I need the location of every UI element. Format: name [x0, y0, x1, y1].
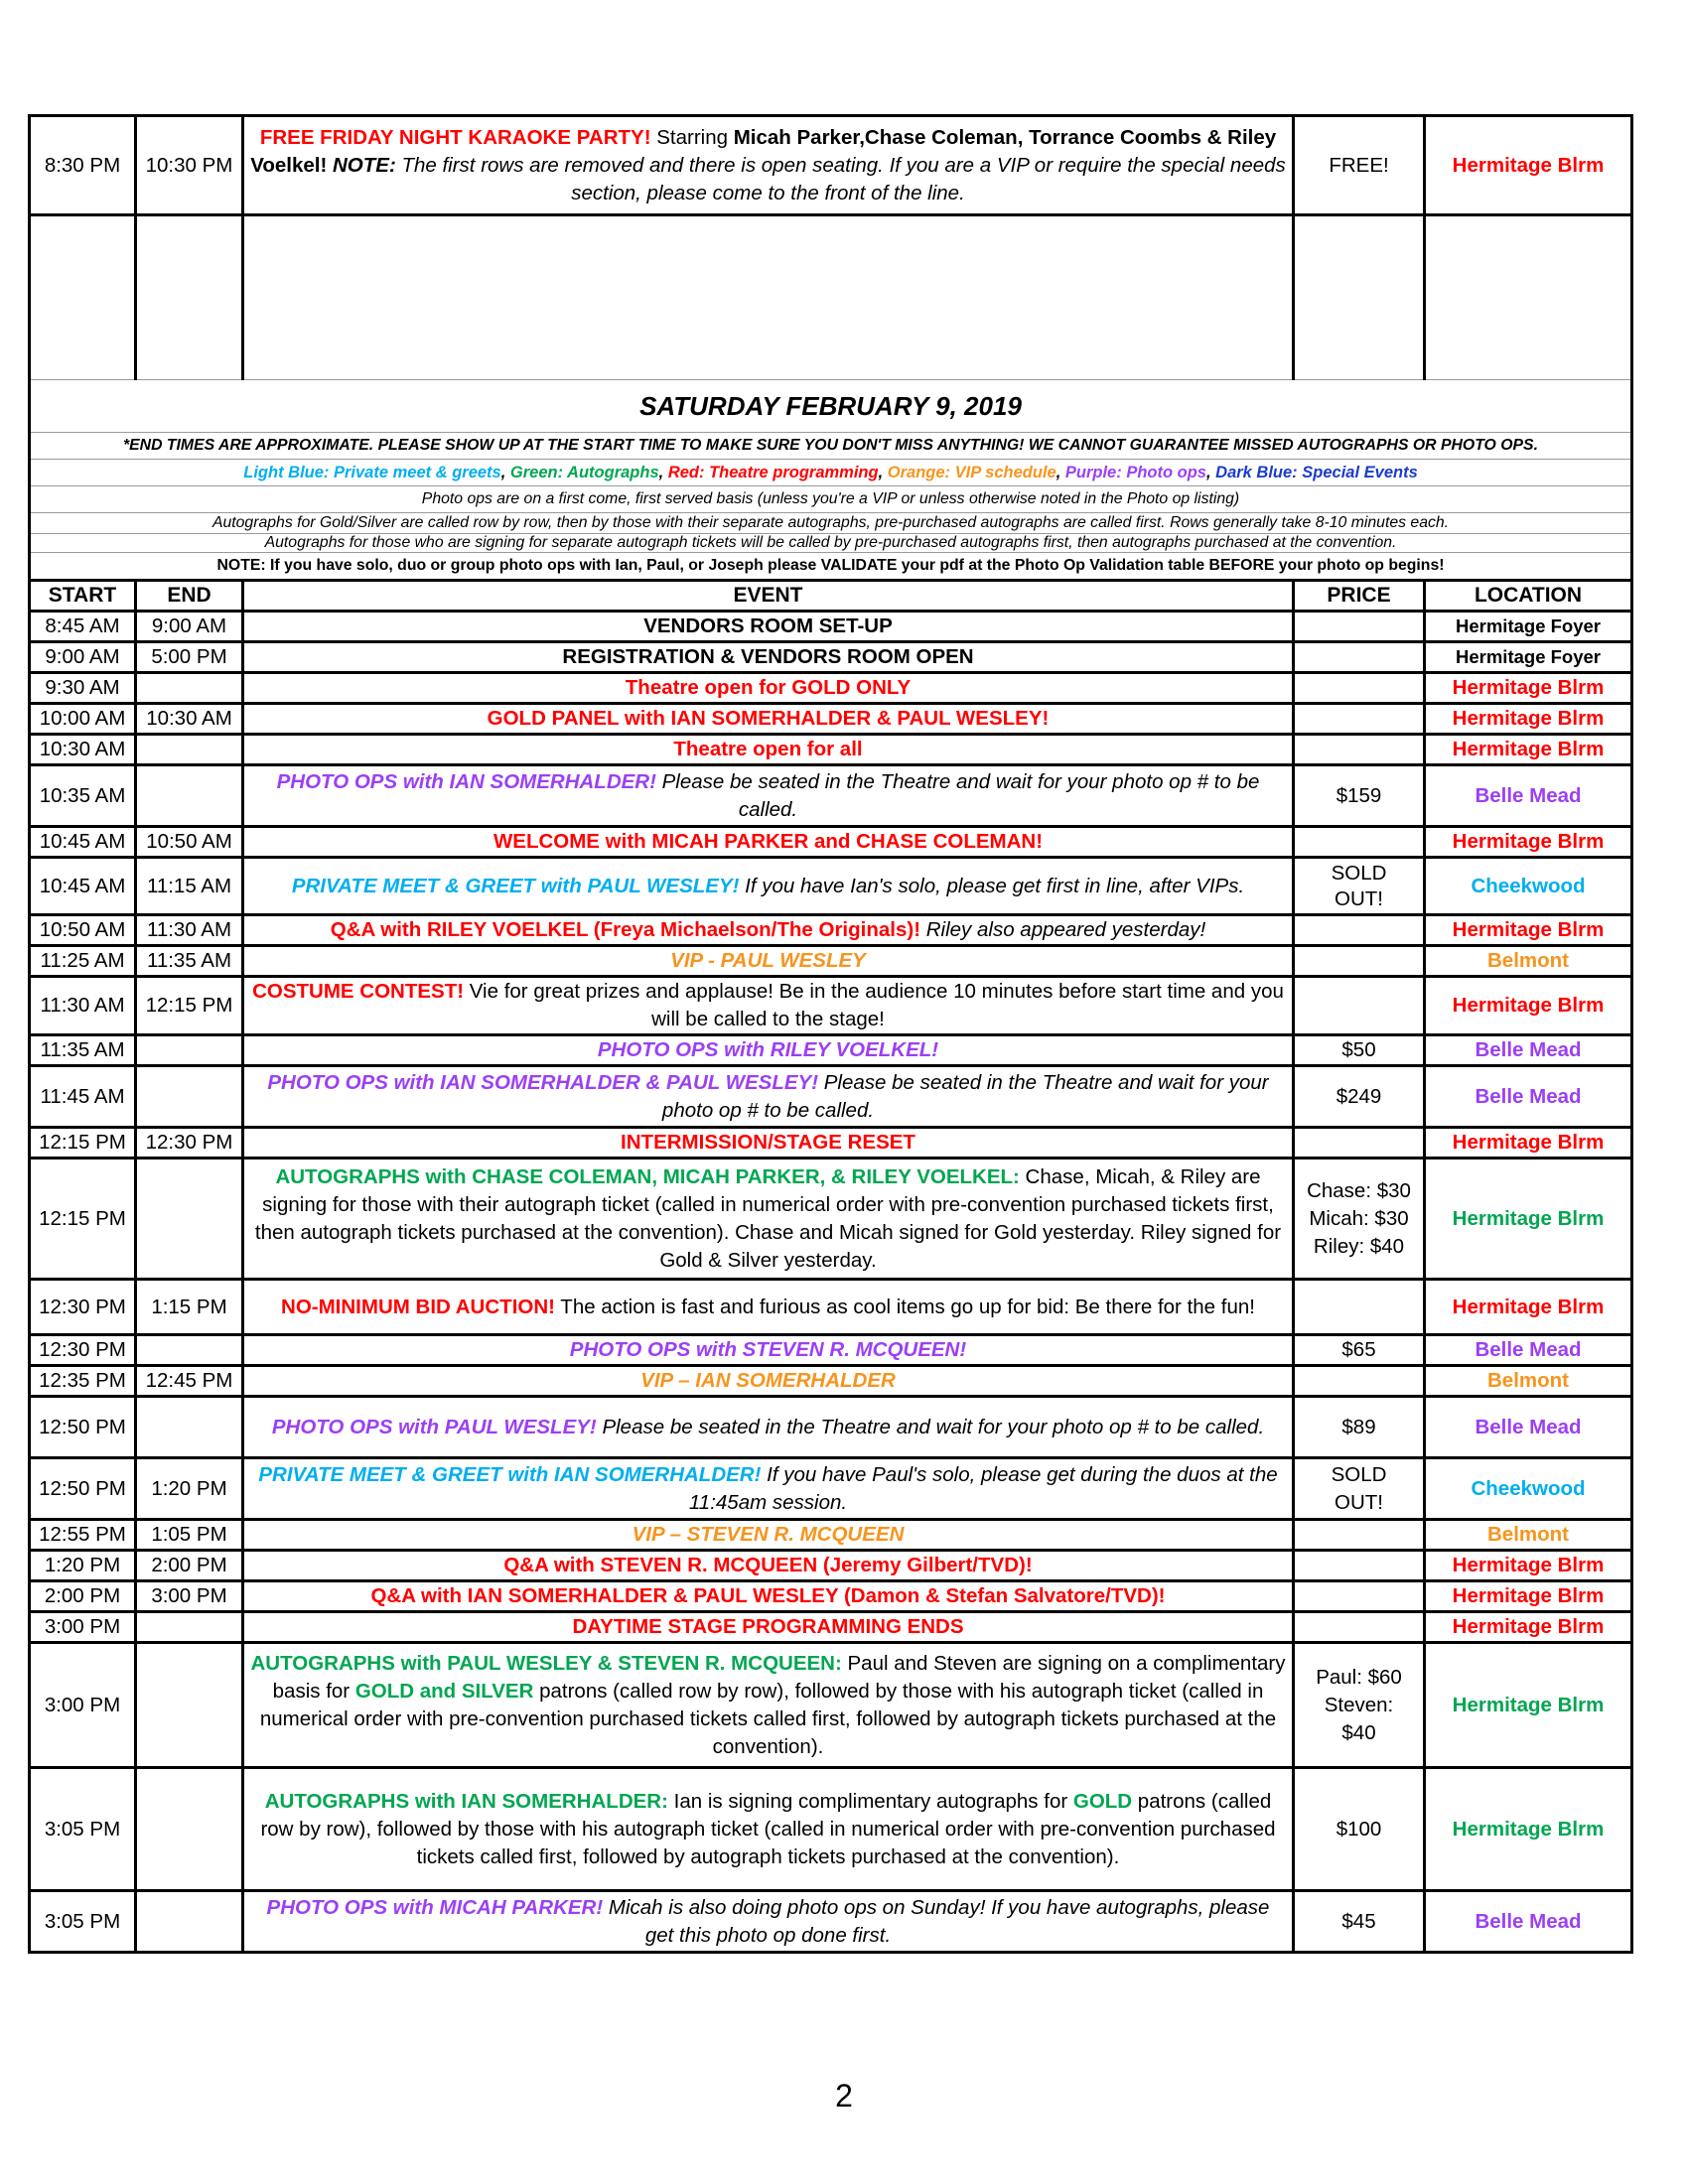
- location: Belmont: [1425, 946, 1632, 977]
- end-time: 12:30 PM: [136, 1128, 243, 1159]
- price: $45: [1294, 1891, 1425, 1953]
- table-row: [30, 704, 1632, 735]
- legend-orange: Orange: VIP schedule: [887, 464, 1056, 481]
- price: [1294, 1366, 1425, 1397]
- price: [1294, 1520, 1425, 1551]
- table-row: [30, 977, 1632, 1035]
- price: [1294, 915, 1425, 946]
- table-row: [30, 1458, 1632, 1520]
- start-time: 2:00 PM: [30, 1581, 136, 1612]
- location: Cheekwood: [1425, 858, 1632, 915]
- start-time: 11:35 AM: [30, 1035, 136, 1066]
- start-time: 12:35 PM: [30, 1366, 136, 1397]
- end-time: [136, 1397, 243, 1458]
- event-cell: [243, 1280, 1294, 1335]
- table-row: [30, 735, 1632, 765]
- table-row: [30, 1366, 1632, 1397]
- location: Hermitage Blrm: [1425, 116, 1632, 215]
- notice-row: [30, 534, 1632, 553]
- event-cell: [243, 1643, 1294, 1768]
- note-label: NOTE:: [327, 153, 396, 177]
- location: Belle Mead: [1425, 1891, 1632, 1953]
- location: Hermitage Foyer: [1425, 642, 1632, 673]
- start-time: 10:35 AM: [30, 765, 136, 827]
- price: [1294, 1280, 1425, 1335]
- date-row: [30, 380, 1632, 433]
- end-time: [136, 1612, 243, 1643]
- event-desc: The action is fast and furious as cool items go up for bid: Be there for the fun!: [554, 1295, 1255, 1318]
- end-time: [136, 1768, 243, 1891]
- legend-row: [30, 460, 1632, 486]
- end-time: 11:35 AM: [136, 946, 243, 977]
- event-title: AUTOGRAPHS with CHASE COLEMAN, MICAH PARKER, & RILEY VOELKEL:: [275, 1164, 1020, 1188]
- color-legend: Light Blue: Private meet & greets, Green: Autographs, Red: Theatre programming, Orange: VIP schedule, Purple: Photo ops, Dark Blue: Special Events: [30, 460, 1632, 486]
- price: [1294, 673, 1425, 704]
- event-title: AUTOGRAPHS with PAUL WESLEY & STEVEN R. MCQUEEN:: [250, 1651, 842, 1675]
- event-title: PHOTO OPS with MICAH PARKER!: [266, 1895, 604, 1919]
- start-time: 3:00 PM: [30, 1612, 136, 1643]
- price: [1294, 1612, 1425, 1643]
- location: Belle Mead: [1425, 1397, 1632, 1458]
- day-heading: SATURDAY FEBRUARY 9, 2019: [30, 380, 1632, 433]
- legend-purple: Purple: Photo ops: [1064, 464, 1206, 481]
- start-time: 11:30 AM: [30, 977, 136, 1035]
- event-desc: Please be seated in the Theatre and wait for your photo op # to be called.: [596, 1415, 1265, 1438]
- notice-row: [30, 486, 1632, 513]
- event-desc: Ian is signing complimentary autographs for: [667, 1789, 1073, 1813]
- start-time: 10:45 AM: [30, 827, 136, 858]
- event-cell: [243, 1768, 1294, 1891]
- event-title: Q&A with RILEY VOELKEL (Freya Michaelson/The Originals)!: [330, 918, 921, 941]
- price: [1294, 704, 1425, 735]
- notice-autographs-gold: Autographs for Gold/Silver are called row by row, then by those with their separate autographs, pre-purchased autographs are called first. Rows generally take 8-10 minutes each.: [30, 513, 1632, 534]
- end-time: [136, 673, 243, 704]
- start-time: 3:00 PM: [30, 1643, 136, 1768]
- location: Hermitage Blrm: [1425, 704, 1632, 735]
- event-desc: Please be seated in the Theatre and wait for your photo op # to be called.: [655, 769, 1260, 821]
- event-desc: patrons (called row by row), followed by those with his autograph ticket (called in numerical order with pre-convention purchased tickets called first, followed by autograph tickets purchased at the convention).: [259, 1679, 1277, 1758]
- location: Hermitage Blrm: [1425, 1581, 1632, 1612]
- price: SOLD OUT!: [1294, 858, 1425, 915]
- price: Paul: $60 Steven: $40: [1294, 1643, 1425, 1768]
- event-title: PHOTO OPS with PAUL WESLEY!: [271, 1415, 597, 1438]
- event-title: FREE FRIDAY NIGHT KARAOKE PARTY!: [259, 125, 651, 149]
- event-cell: [243, 915, 1294, 946]
- event-title: VENDORS ROOM SET-UP: [243, 612, 1294, 642]
- event-desc: Please be seated in the Theatre and wait for your photo op # to be called.: [661, 1070, 1269, 1122]
- table-row: [30, 827, 1632, 858]
- notice-row: [30, 553, 1632, 581]
- column-header-location: LOCATION: [1425, 581, 1632, 612]
- event-title: Q&A with STEVEN R. MCQUEEN (Jeremy Gilbert/TVD)!: [243, 1551, 1294, 1581]
- event-title: AUTOGRAPHS with IAN SOMERHALDER:: [264, 1789, 668, 1813]
- notice-photo-ops: Photo ops are on a first come, first served basis (unless you're a VIP or unless otherwise noted in the Photo op listing): [30, 486, 1632, 513]
- location: Hermitage Blrm: [1425, 1643, 1632, 1768]
- end-time: 11:30 AM: [136, 915, 243, 946]
- end-time: 12:15 PM: [136, 977, 243, 1035]
- event-desc: If you have Paul's solo, please get during the duos at the 11:45am session.: [688, 1462, 1278, 1514]
- legend-green: Green: Autographs: [509, 464, 659, 481]
- start-time: 10:50 AM: [30, 915, 136, 946]
- notice-validate: NOTE: If you have solo, duo or group photo ops with Ian, Paul, or Joseph please VALIDATE your pdf at the Photo Op Validation table BEFORE your photo op begins!: [30, 553, 1632, 581]
- price: $65: [1294, 1335, 1425, 1366]
- location: Hermitage Blrm: [1425, 735, 1632, 765]
- price: $100: [1294, 1768, 1425, 1891]
- end-time: 11:15 AM: [136, 858, 243, 915]
- start-time: 3:05 PM: [30, 1891, 136, 1953]
- start-time: 10:45 AM: [30, 858, 136, 915]
- event-title: DAYTIME STAGE PROGRAMMING ENDS: [243, 1612, 1294, 1643]
- end-time: 10:50 AM: [136, 827, 243, 858]
- table-row: [30, 1066, 1632, 1128]
- event-title: REGISTRATION & VENDORS ROOM OPEN: [243, 642, 1294, 673]
- location: Belmont: [1425, 1366, 1632, 1397]
- start-time: 11:45 AM: [30, 1066, 136, 1128]
- start-time: 10:30 AM: [30, 735, 136, 765]
- table-row: [30, 1128, 1632, 1159]
- location: Hermitage Foyer: [1425, 612, 1632, 642]
- price: [1294, 1581, 1425, 1612]
- price: FREE!: [1294, 116, 1425, 215]
- event-cell: [243, 977, 1294, 1035]
- event-text: Starring: [650, 125, 734, 149]
- event-names: Micah Parker,Chase Coleman, Torrance Coombs & Riley Voelkel!: [250, 125, 1277, 177]
- end-time: 10:30 PM: [136, 116, 243, 215]
- location: Hermitage Blrm: [1425, 915, 1632, 946]
- event-desc: Riley also appeared yesterday!: [920, 918, 1206, 941]
- event-title: VIP – IAN SOMERHALDER: [243, 1366, 1294, 1397]
- start-time: 10:00 AM: [30, 704, 136, 735]
- event-title: PHOTO OPS with IAN SOMERHALDER!: [276, 769, 656, 793]
- price: [1294, 612, 1425, 642]
- end-time: 10:30 AM: [136, 704, 243, 735]
- end-time: [136, 735, 243, 765]
- price: $50: [1294, 1035, 1425, 1066]
- event-cell: [243, 1066, 1294, 1128]
- table-row: [30, 116, 1632, 215]
- location: Hermitage Blrm: [1425, 1768, 1632, 1891]
- event-title: WELCOME with MICAH PARKER and CHASE COLEMAN!: [243, 827, 1294, 858]
- blank-row: [30, 215, 1632, 380]
- price: [1294, 1128, 1425, 1159]
- end-time: [136, 1159, 243, 1280]
- price: [1294, 946, 1425, 977]
- location: Hermitage Blrm: [1425, 673, 1632, 704]
- location: Belle Mead: [1425, 1335, 1632, 1366]
- start-time: 11:25 AM: [30, 946, 136, 977]
- end-time: [136, 1066, 243, 1128]
- legend-light-blue: Light Blue: Private meet & greets: [243, 464, 501, 481]
- event-cell: [243, 765, 1294, 827]
- end-time: [136, 1035, 243, 1066]
- end-time: 3:00 PM: [136, 1581, 243, 1612]
- price: $159: [1294, 765, 1425, 827]
- start-time: 3:05 PM: [30, 1768, 136, 1891]
- table-row: [30, 612, 1632, 642]
- start-time: 12:30 PM: [30, 1280, 136, 1335]
- location: Hermitage Blrm: [1425, 1551, 1632, 1581]
- column-header-start: START: [30, 581, 136, 612]
- table-row: [30, 673, 1632, 704]
- table-row: [30, 1891, 1632, 1953]
- start-time: 8:30 PM: [30, 116, 136, 215]
- table-row: [30, 1520, 1632, 1551]
- end-time: 2:00 PM: [136, 1551, 243, 1581]
- schedule-table: [28, 114, 1633, 1954]
- notice-end-times: *END TIMES ARE APPROXIMATE. PLEASE SHOW UP AT THE START TIME TO MAKE SURE YOU DON'T MISS ANYTHING! WE CANNOT GUARANTEE MISSED AUTOGRAPHS OR PHOTO OPS.: [30, 433, 1632, 460]
- event-title: INTERMISSION/STAGE RESET: [243, 1128, 1294, 1159]
- table-row: [30, 915, 1632, 946]
- table-row: [30, 642, 1632, 673]
- end-time: 9:00 AM: [136, 612, 243, 642]
- legend-dark-blue: Dark Blue: Special Events: [1215, 464, 1418, 481]
- price: $249: [1294, 1066, 1425, 1128]
- event-cell: [243, 116, 1294, 215]
- event-cell: [243, 1458, 1294, 1520]
- start-time: 12:30 PM: [30, 1335, 136, 1366]
- location: Hermitage Blrm: [1425, 1159, 1632, 1280]
- legend-red: Red: Theatre programming: [667, 464, 879, 481]
- event-desc: Chase, Micah, & Riley are signing for those with their autograph ticket (called in numerical order with pre-convention purchased tickets first, then autograph tickets purchased at the convention). Chase and Micah signed for Gold yesterday. Riley signed for Gold & Silver yesterday.: [254, 1164, 1282, 1272]
- price: Chase: $30 Micah: $30 Riley: $40: [1294, 1159, 1425, 1280]
- event-desc: The first rows are removed and there is open seating. If you are a VIP or require the special needs section, please come to the front of the line.: [395, 153, 1286, 205]
- start-time: 12:15 PM: [30, 1159, 136, 1280]
- start-time: 12:15 PM: [30, 1128, 136, 1159]
- column-header-row: [30, 581, 1632, 612]
- event-title: COSTUME CONTEST!: [252, 980, 465, 1003]
- end-time: 5:00 PM: [136, 642, 243, 673]
- event-title: Q&A with IAN SOMERHALDER & PAUL WESLEY (Damon & Stefan Salvatore/TVD)!: [243, 1581, 1294, 1612]
- location: Belmont: [1425, 1520, 1632, 1551]
- table-row: [30, 946, 1632, 977]
- column-header-end: END: [136, 581, 243, 612]
- table-row: [30, 1551, 1632, 1581]
- event-title: Theatre open for GOLD ONLY: [243, 673, 1294, 704]
- event-cell: [243, 1891, 1294, 1953]
- end-time: [136, 1335, 243, 1366]
- price: [1294, 735, 1425, 765]
- event-desc: Micah is also doing photo ops on Sunday! If you have autographs, please get this photo op done first.: [603, 1895, 1270, 1947]
- event-desc: If you have Ian's solo, please get first in line, after VIPs.: [739, 874, 1245, 897]
- page-number: 2: [835, 2078, 853, 2114]
- price: [1294, 977, 1425, 1035]
- price: $89: [1294, 1397, 1425, 1458]
- event-highlight: GOLD and SILVER: [354, 1679, 534, 1703]
- event-title: VIP - PAUL WESLEY: [243, 946, 1294, 977]
- start-time: 8:45 AM: [30, 612, 136, 642]
- event-title: NO-MINIMUM BID AUCTION!: [281, 1295, 555, 1318]
- location: Hermitage Blrm: [1425, 977, 1632, 1035]
- price: SOLD OUT!: [1294, 1458, 1425, 1520]
- location: Belle Mead: [1425, 1066, 1632, 1128]
- table-row: [30, 1280, 1632, 1335]
- table-row: [30, 1335, 1632, 1366]
- start-time: 12:50 PM: [30, 1458, 136, 1520]
- end-time: [136, 1891, 243, 1953]
- event-cell: [243, 1397, 1294, 1458]
- notice-autographs-separate: Autographs for those who are signing for separate autograph tickets will be called by pre-purchased autographs first, then autographs purchased at the convention.: [30, 534, 1632, 553]
- table-row: [30, 1035, 1632, 1066]
- end-time: 1:20 PM: [136, 1458, 243, 1520]
- event-desc: Vie for great prizes and applause! Be in the audience 10 minutes before start time and you will be called to the stage!: [464, 980, 1284, 1030]
- table-row: [30, 1612, 1632, 1643]
- notice-row: [30, 433, 1632, 460]
- notice-row: [30, 513, 1632, 534]
- location: Hermitage Blrm: [1425, 827, 1632, 858]
- table-row: [30, 1581, 1632, 1612]
- event-title: PHOTO OPS with IAN SOMERHALDER & PAUL WESLEY!: [267, 1070, 819, 1094]
- table-row: [30, 1159, 1632, 1280]
- table-row: [30, 1643, 1632, 1768]
- start-time: 9:30 AM: [30, 673, 136, 704]
- price: [1294, 827, 1425, 858]
- location: Hermitage Blrm: [1425, 1612, 1632, 1643]
- end-time: 1:15 PM: [136, 1280, 243, 1335]
- event-cell: [243, 1159, 1294, 1280]
- event-title: PRIVATE MEET & GREET with IAN SOMERHALDER!: [258, 1462, 762, 1486]
- location: Belle Mead: [1425, 1035, 1632, 1066]
- end-time: 12:45 PM: [136, 1366, 243, 1397]
- table-row: [30, 1768, 1632, 1891]
- event-title: VIP – STEVEN R. MCQUEEN: [243, 1520, 1294, 1551]
- column-header-price: PRICE: [1294, 581, 1425, 612]
- event-title: PHOTO OPS with STEVEN R. MCQUEEN!: [243, 1335, 1294, 1366]
- event-title: PHOTO OPS with RILEY VOELKEL!: [243, 1035, 1294, 1066]
- event-cell: [243, 858, 1294, 915]
- event-title: Theatre open for all: [243, 735, 1294, 765]
- price: [1294, 642, 1425, 673]
- end-time: [136, 1643, 243, 1768]
- location: Hermitage Blrm: [1425, 1128, 1632, 1159]
- table-row: [30, 765, 1632, 827]
- location: Belle Mead: [1425, 765, 1632, 827]
- event-desc: Paul and Steven are signing on a complimentary basis for: [272, 1651, 1286, 1703]
- table-row: [30, 1397, 1632, 1458]
- event-desc: patrons (called row by row), followed by those with his autograph ticket (called in numerical order with pre-convention purchased tickets called first, followed by autograph tickets purchased at the convention).: [260, 1789, 1276, 1868]
- start-time: 9:00 AM: [30, 642, 136, 673]
- location: Cheekwood: [1425, 1458, 1632, 1520]
- event-title: PRIVATE MEET & GREET with PAUL WESLEY!: [291, 874, 740, 897]
- end-time: [136, 765, 243, 827]
- start-time: 12:50 PM: [30, 1397, 136, 1458]
- price: [1294, 1551, 1425, 1581]
- event-highlight: GOLD: [1072, 1789, 1133, 1813]
- start-time: 12:55 PM: [30, 1520, 136, 1551]
- location: Hermitage Blrm: [1425, 1280, 1632, 1335]
- table-row: [30, 858, 1632, 915]
- event-title: GOLD PANEL with IAN SOMERHALDER & PAUL WESLEY!: [243, 704, 1294, 735]
- column-header-event: EVENT: [243, 581, 1294, 612]
- end-time: 1:05 PM: [136, 1520, 243, 1551]
- start-time: 1:20 PM: [30, 1551, 136, 1581]
